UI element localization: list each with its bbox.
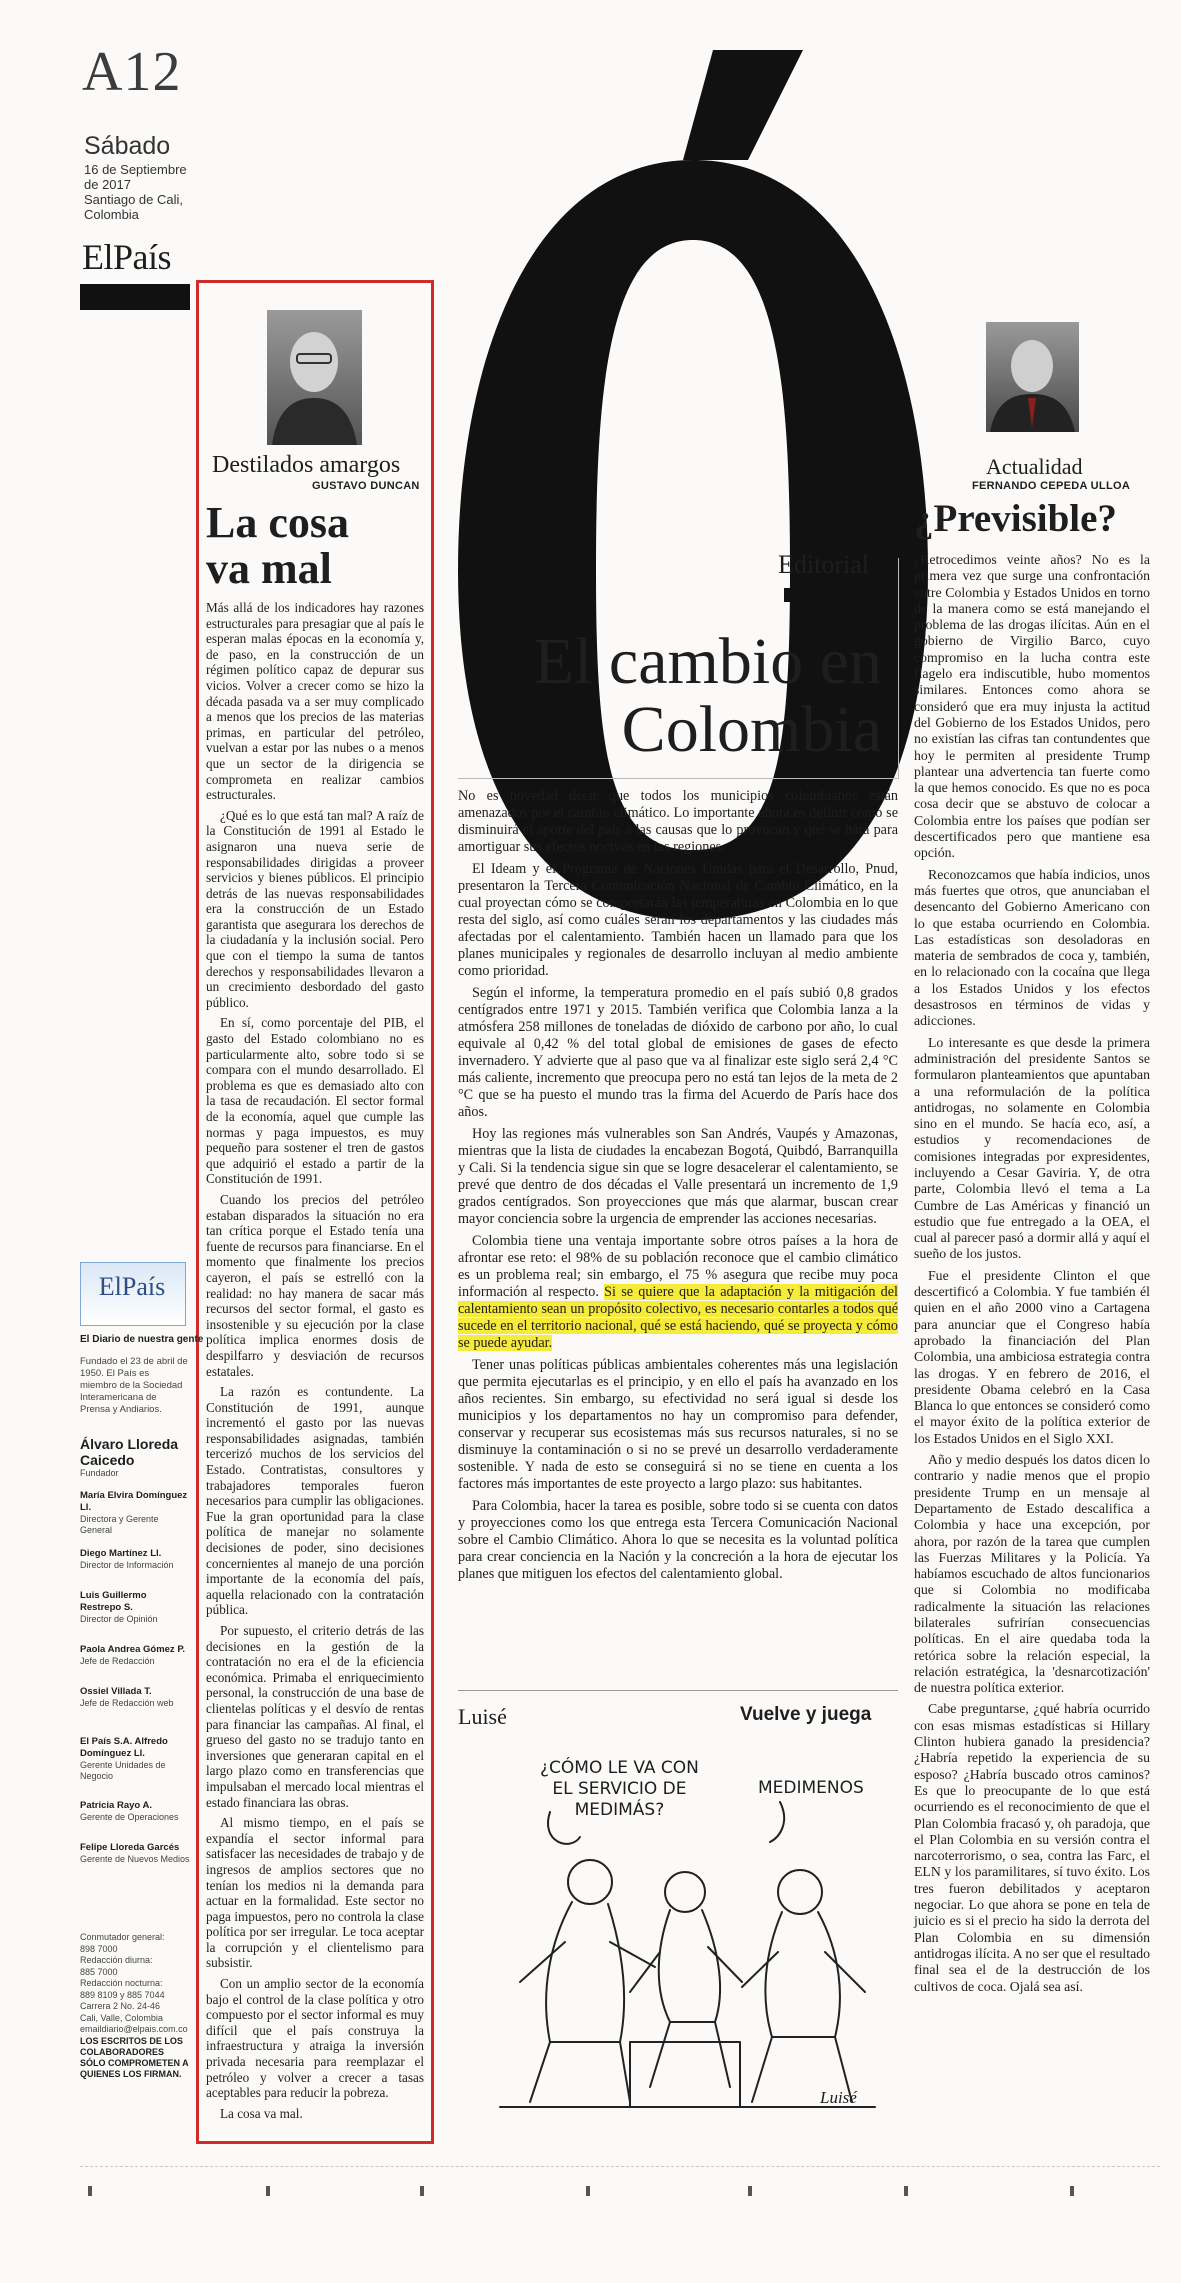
editorial-bar [784,588,888,602]
paragraph: Cabe preguntarse, ¿qué habría ocurrido con esas mismas estadísticas si Hillary Clinton hubiera ganado la presidencia? ¿Habría repetido la experiencia de su esposo? ¿Habría buscado otros caminos? Es que lo preocupante de lo que está ocurriendo es el reconocimiento de que el Plan Colombia fracasó y, oh paradoja, que el Plan Colombia en su versión contra el narcoterrorismo, o sea, contra las Farc, el ELN y los paramilitares, sí tuvo éxito. Los tres fueron debilitados y aceptaron negociar. Lo que ahora se pone en tela de juicio es si el precio ha sido la derrota del Plan Colombia en su dimensión antidrogas ilícita. A no ser que el resultado final sea el de la destrucción de los cultivos de coca. Ojalá sea así. [914,1701,1150,1994]
cartoon-title: Vuelve y juega [740,1704,872,1725]
column-name-right: Actualidad [986,454,1083,479]
staff-entry: Patricia Rayo A. Gerente de Operaciones [80,1800,179,1822]
dateline-day: Sábado [84,132,171,160]
paragraph: El Ideam y el Programa de Naciones Unidas para el Desarrollo, Pnud, presentaron la Tercera Comunicación Nacional de Cambio Climático, en la cual proyectan cómo se comportarán las temperaturas en Colombia en lo que resta del siglo, así como cuáles serán los departamentos y las ciudades más afectadas por el calentamiento. También hacen un llamado para que los planes municipales y regionales de desarrollo incluyan al medio ambiente como prioridad. [458,861,898,979]
paragraph: ¿Qué es lo que está tan mal? A raíz de la Constitución de 1991 al Estado le asignaron una nueva serie de responsabilidades dirigidas a proveer servicios y bienes públicos. El principio detrás de las nuevas responsabilidades era la construcción de un Estado garantista que asegurara los derechos de la ciudadanía y la inclusión social. Pero que con el tiempo la suma de tantos derechos y responsabilidades llevaron a un crecimiento desbordado del gasto público. [206,807,424,1010]
page-number: A12 [82,41,182,103]
staff-entry: Paola Andrea Gómez P. Jefe de Redacción [80,1644,186,1666]
cartoonist-name: Luisé [458,1704,507,1729]
masthead-contact: Conmutador general: 898 7000 Redacción diurna: 885 7000 Redacción nocturna: 889 8109 y 885 7044 Carrera 2 No. 24-46 Cali, Valle, Colombia emaildiario@elpais.com.co [80,1932,188,2034]
registration-mark [88,2186,92,2196]
author-byline-right: FERNANDO CEPEDA ULLOA [972,480,1131,492]
staff-entry: María Elvira Domínguez Ll. Directora y Gerente General [80,1490,188,1535]
staff-entry: Felipe Lloreda Garcés Gerente de Nuevos Medios [80,1842,190,1864]
paragraph: No es novedad decir que todos los municipios colombianos están amenazados por el cambio climático. Lo importante ahora es definir cómo se disminuirá el aporte del país a las causas que lo provocan y qué se hará para amortiguar sus efectos nocivos en las regiones. [458,788,898,855]
paragraph-text: Colombia tiene una ventaja importante sobre otros países a la hora de afrontar ese reto: el 98% de su población reconoce que el cambio climático es un problema real; sin embargo, el 75 % asegura que recibe muy poca información al respecto. [458,1233,898,1300]
paragraph: Año y medio después los datos dicen lo contrario y nadie menos que el propio presidente Trump en un mensaje al Departamento de Estado descalifica a Colombia y hace una excepción, por ahora, por razón de la tarea que cumplen las Fuerzas Militares y la Policía. Ya habíamos escuchado de altos funcionarios que si Colombia no modificaba radicalmente la situación las relaciones bilaterales sufrirían consecuencias políticas. En el aire quedaba toda la retórica sobre la relación especial, la relación estratégica, la 'desnarcotización' de nuestra política exterior. [914,1452,1150,1696]
speech-bubble-right: MEDIMENOS [758,1778,864,1798]
paragraph: Al mismo tiempo, en el país se expandía el sector informal para satisfacer las necesidades de trabajo y de ingresos de amplios sectores que no tenían los medios ni la demanda para actuar en la formalidad. Este sector no paga impuestos, pero no controla la clase política por ser irregular. Le toca aceptar la corrupción y el clientelismo para subsistir. [206,1815,424,1971]
author-photo-duncan [267,310,362,445]
masthead-disclaimer: LOS ESCRITOS DE LOS COLABORADORES SÓLO COMPROMETEN A QUIENES LOS FIRMAN. [80,2036,189,2079]
paragraph: Cuando los precios del petróleo estaban disparados la situación no era tan crítica porque el Estado tenía una fuente de recursos para financiarse. En el momento que finalmente los precios cayeron, el país se estrelló con la realidad: no hay manera de sacar más recursos del sector formal, el gasto es insostenible y su ejecución por la clase política implica enormes dosis de despilfarro y desviación de recursos estatales. [206,1191,424,1379]
paragraph: Más allá de los indicadores hay razones estructurales para presagiar que al país le esperan malas épocas en la economía y, de paso, en la construcción de un régimen político capaz de depurar sus vicios. Volver a crecer como se hizo la década pasada va a ser muy complicado a menos que los precios de las materias primas, en particular del petróleo, vuelvan a estar por las nubes o a menos que un sector de la dirigencia se comprometa en realizar cambios estructurales. [206,600,424,803]
registration-mark [420,2186,424,2196]
highlighted-text: Si se quiere que la adaptación y la mitigación del calentamiento sean un propósito colectivo, es necesario contarles a todos qué sucede en el territorio nacional, qué se está haciendo, qué se proyecta y cómo se puede ayudar. [458,1284,898,1351]
staff-entry: Álvaro Lloreda Caicedo Fundador [80,1436,179,1478]
paragraph: Hoy las regiones más vulnerables son San Andrés, Vaupés y Amazonas, mientras que la lista de ciudades la encabezan Bogotá, Quibdó, Barranquilla y Cali. Si la tendencia sigue sin que se logre desacelerar el calentamiento, se prevé que dentro de dos décadas el Valle presentará un incremento de 1,9 grados centígrados. Son proyecciones que más que alarmar, buscan crear mayor conciencia sobre la urgencia de emprender las acciones necesarias. [458,1126,898,1227]
paragraph: Reconozcamos que había indicios, unos más fuertes que otros, que anunciaban el desencanto del Gobierno Americano con lo que estaba ocurriendo en Colombia. Las estadísticas son desoladoras en materia de sembrados de coca y, también, en lo relacionado con la cocaína que llega a los Estados Unidos y los efectos desastrosos en términos de vidas y adicciones. [914,866,1150,1029]
speech-bubble-left: ¿CÓMO LE VA CON EL SERVICIO DE MEDIMÁS? [540,1758,699,1820]
editorial-body [458,788,898,1588]
article-body-right [914,552,1150,2000]
paragraph: Con un amplio sector de la economía bajo el control de la clase política y otro compuesto por el sector informal es muy difícil que el país construya la infraestructura y atraiga la inversión privada necesaria para reemplazar el petróleo y volver a crecer a tasas aceptables para reducir la pobreza. [206,1976,424,2101]
column-name-left: Destilados amargos [212,452,401,478]
headline-right: ¿Previsible? [914,497,1117,540]
author-photo-cepeda [986,322,1079,432]
paragraph: Fue el presidente Clinton el que descertificó a Colombia. Y fue también él quien en el año 2000 vino a Cartagena para anunciar que el Congreso había aprobado la financiación del Plan Colombia, una ambiciosa estrategia contra las drogas. Y en febrero de 2016, el presidente Obama celebró en la Casa Blanca lo que entonces se consideró como el mayor éxito de la política exterior de los Estados Unidos en el Siglo XXI. [914,1267,1150,1446]
paragraph: La razón es contundente. La Constitución de 1991, aunque incrementó el gasto por las nuevas responsabilidades asignadas, también tercerizó muchos de los servicios del Estado. Contratistas, consultores y trabajadores temporales fueron necesarios para cumplir las obligaciones. Fue la gran oportunidad para la clase política de manejar no solamente decisiones de poder, sino decisiones concernientes al manejo de una porción importante de la economía del país, aquella relacionado con la contratación pública. [206,1384,424,1618]
paragraph: Tener unas políticas públicas ambientales coherentes más una legislación que permita ejecutarlas es el principio, y en ello el país ha avanzado en los años recientes. Sin embargo, su efectividad no será igual si desde los municipios y los departamentos no hay un compromiso para defender, conservar y recuperar sus ecosistemas más sus recursos naturales, si no se disminuye la contaminación o si no se prevé un desarrollo verdaderamente sostenible. Y nada de esto se conseguirá si no se tiene en cuenta a los factores más importantes de este proyecto a largo plazo: sus habitantes. [458,1357,898,1492]
masthead-founding: Fundado el 23 de abril de 1950. El País es miembro de la Sociedad Interamericana de Prensa y Andiarios. [80,1356,188,1415]
cartoon-signature: Luisé [820,2088,857,2107]
section-brand: ElPaís [82,237,172,277]
registration-mark [586,2186,590,2196]
paragraph: En sí, como porcentaje del PIB, el gasto del Estado colombiano no es particularmente alto, sobre todo si se compara con el mundo desarrollado. El problema es que es demasiado alto con la tasa de recaudación. El sector formal de la economía, aquel que cumple las normas y paga impuestos, es muy pequeño para sostener el tren de gastos que adquirió el estado a partir de la Constitución de 1991. [206,1015,424,1187]
paragraph: ¿Retrocedimos veinte años? No es la primera vez que surge una confrontación entre Colombia y Estados Unidos en torno de la manera como se está manejando el problema de las drogas ilícitas. Aún en el gobierno de Virgilio Barco, cuyo compromiso en la lucha contra este flagelo era indiscutible, hubo momentos similares. Entonces como ahora se consideró que era muy injusta la actitud del Gobierno de los Estados Unidos, pero no existían las cifras tan contundentes que hoy le permiten al presidente Trump plantear una advertencia tan fuerte como la que hemos conocido. Es que no es poca cosa decir que se abstuvo de colocar a Colombia entre los países que podían ser descertificados pero que mantiene esa opción. [914,552,1150,861]
staff-entry: Ossiel Villada T. Jefe de Redacción web [80,1686,174,1708]
person-icon [267,310,362,445]
cartoon-rule [458,1690,898,1691]
headline-left: La cosa va mal [206,498,349,593]
article-body-left [206,600,424,2126]
staff-entry: Diego Martínez Ll. Director de Información [80,1548,174,1570]
brand-bar [80,284,190,310]
paragraph [458,1233,898,1352]
editorial-headline: El cambio en Colombia [533,625,882,766]
author-byline-left: GUSTAVO DUNCAN [312,480,420,492]
footer-rule [80,2166,1160,2167]
paragraph: Por supuesto, el criterio detrás de las decisiones en la gestión de la contratación no era el de la eficiencia económica. Primaba el enriquecimiento personal, la construcción de una base de clientelas políticas y el desvío de rentas para financiar las campañas. Al final, el grueso del gasto no se tradujo tanto en inversiones que generaran capital en el largo plazo como en transferencias que impulsaban el mercado local mientras el estado financiara las obras. [206,1623,424,1810]
paragraph: Según el informe, la temperatura promedio en el país subió 0,8 grados centígrados entre 1971 y 2015. También verifica que Colombia lanza a la atmósfera 258 millones de toneladas de dióxido de carbono por año, lo cual equivale al 0,42 % del total global de emisiones de gases de efecto invernadero. Y advierte que al paso que va al finalizar este siglo será 2,4 °C más caliente, incremento que preocupa pero no está tan lejos de la meta de 2 °C que se ha puesto el mundo tras la firma del Acuerdo de París hace dos años. [458,985,898,1120]
paragraph: Para Colombia, hacer la tarea es posible, sobre todo si se cuenta con datos y proyecciones como los que entrega esta Tercera Comunicación Nacional sobre el Cambio Climático. Ahora lo que se necesita es la voluntad política para crear conciencia en la Nación y la concreción a la hora de ejecutar los planes que mitiguen los efectos del calentamiento global. [458,1498,898,1582]
staff-entry: Luis Guillermo Restrepo S. Director de Opinión [80,1590,158,1624]
registration-mark [1070,2186,1074,2196]
person-icon [986,322,1079,432]
registration-mark [904,2186,908,2196]
paragraph: Lo interesante es que desde la primera administración del presidente Santos se formularon planteamientos que apuntaban a una reformulación de la política antidrogas, no solamente en Colombia sino en el mundo. Se hacía eco, así, a estudios y recomendaciones de comisiones integradas por expresidentes, incluyendo a Cesar Gaviria. Y, de otra parte, Colombia llevó el tema a La Cumbre de Las Américas y financió un estudio que fue entregado a la OEA, el cual al parecer pasó a dormir allá y aquí el sueño de los justos. [914,1034,1150,1262]
editorial-label: Editorial [778,550,869,579]
masthead-logo: ElPaís [98,1272,166,1301]
registration-mark [748,2186,752,2196]
paragraph: La cosa va mal. [220,2105,303,2121]
registration-mark [266,2186,270,2196]
masthead-tagline: El Diario de nuestra gente [80,1334,204,1345]
staff-entry: El País S.A. Alfredo Domínguez Ll. Gerente Unidades de Negocio [80,1736,168,1781]
dateline: 16 de Septiembre de 2017 Santiago de Cali, Colombia [84,162,187,222]
